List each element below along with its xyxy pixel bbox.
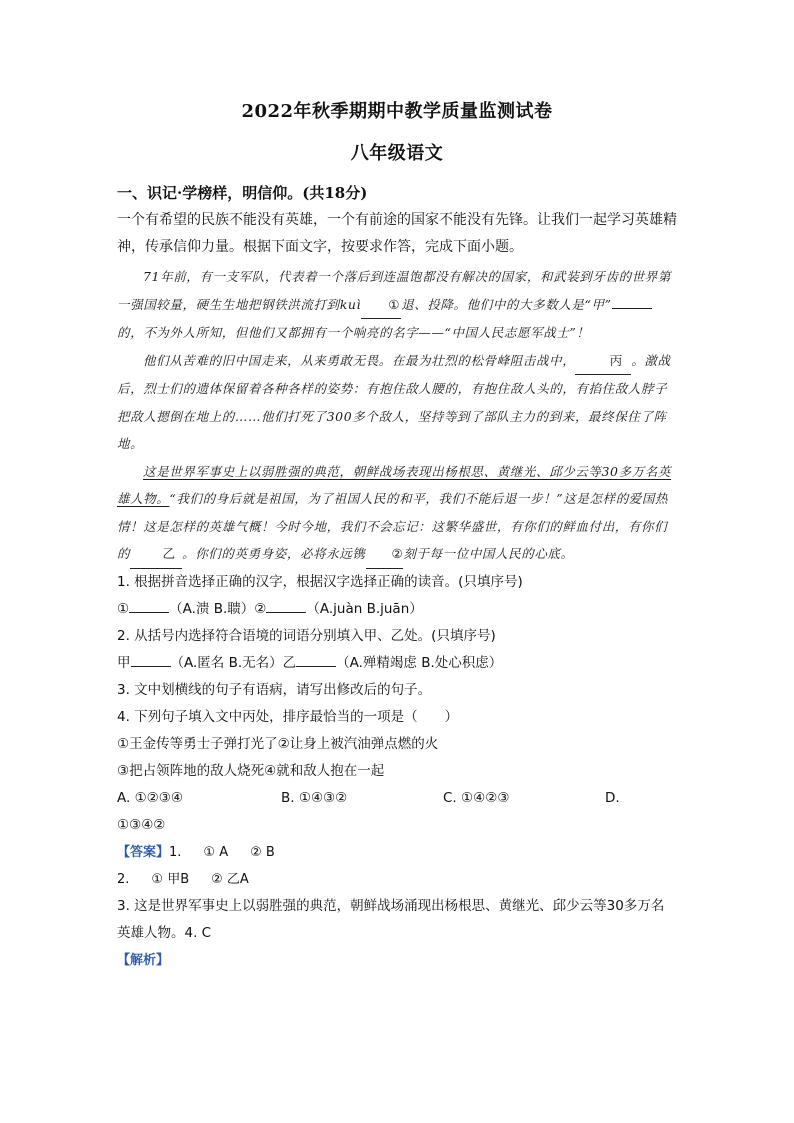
analysis-line (117, 947, 677, 974)
answer-tag: 【答案】 (117, 844, 170, 860)
answer-item: ① A (203, 844, 229, 860)
blank-bing: 丙 (575, 347, 631, 376)
section-heading: 一、识记·学榜样，明信仰。(共18分) (117, 184, 368, 202)
question-1: 1. 根据拼音选择正确的汉字，根据汉字选择正确的读音。(只填序号) (117, 573, 523, 590)
blank-jia (612, 308, 652, 309)
choice-b[interactable]: B. ①④③② (281, 789, 348, 806)
choice-c[interactable]: C. ①④②③ (443, 789, 510, 806)
question-1-answer-line (117, 596, 677, 623)
answer-line-2 (117, 866, 677, 893)
question-4-items-2: ③把占领阵地的敌人烧死④就和敌人抱在一起 (117, 762, 385, 779)
answer-blank[interactable] (266, 598, 306, 613)
section-intro: 一个有希望的民族不能没有英雄，一个有前途的国家不能没有先锋。让我们一起学习英雄精神，传承信仰力量。根据下面文字，按要求作答，完成下面小题。 (117, 212, 677, 255)
blank-1: ① (361, 291, 401, 320)
question-4-choices (117, 785, 677, 812)
exam-page (117, 98, 677, 974)
choice-d[interactable]: D. (605, 789, 620, 806)
question-2: 2. 从括号内选择符合语境的词语分别填入甲、乙处。(只填序号) (117, 627, 496, 644)
passage-paragraph-2 (117, 347, 677, 458)
blank-2: ② (366, 540, 404, 569)
answer-line-3: 3. 这是世界军事史上以弱胜强的典范，朝鲜战场涌现出杨根思、黄继光、邱少云等30多万名英雄人物。4. C (117, 897, 665, 941)
passage-text: “我们的身后就是祖国，为了祖国人民的和平，我们不能后退一步！”这是怎样的爱国热情！这是怎样的英雄气概！今时今地，我们不会忘记：这繁华盛世，有你们的鲜血付出，有你们的 (117, 491, 669, 561)
q2-options-b: （A.殚精竭虑 B.处心积虑） (336, 654, 503, 671)
passage-text: 的，不为外人所知，但他们又都拥有一个响亮的名字——“中国人民志愿军战士”！ (117, 325, 590, 340)
passage-paragraph-1 (117, 263, 677, 347)
answer-blank[interactable] (131, 652, 171, 667)
passage-text: 。激战后，烈士们的遗体保留着各种各样的姿势：有抱住敌人腰的，有抱住敌人头的，有掐住敌人脖子把敌人摁倒在地上的……他们打死了300多个敌人，坚持等到了部队主力的到来，最终保住了阵地。 (117, 352, 671, 451)
exam-subtitle: 八年级语文 (350, 143, 444, 164)
analysis-tag: 【解析】 (117, 952, 170, 968)
passage-text: 退、投降。他们中的大多数人是“ (401, 296, 592, 312)
passage-paragraph-3 (117, 458, 677, 569)
passage-text: 刻于每一位中国人民的心底。 (403, 546, 574, 561)
answer-line-1 (117, 839, 677, 866)
choice-a[interactable]: A. ①②③④ (117, 789, 183, 806)
underlined-sentence: 这是世界军事史上以弱胜强的典范，朝鲜战场表现出杨根思、黄继光、邱少云等30多万名英雄人物。 (117, 463, 672, 506)
answer-num: 2. (117, 871, 130, 887)
question-2-answer-line (117, 650, 677, 677)
passage-text: 。你们的英勇身姿，必将永远镌 (182, 546, 366, 561)
passage-text: ” (604, 296, 612, 312)
choice-d-continued: ①③④② (117, 816, 166, 833)
q1-options-b: （A.juàn B.juān） (306, 600, 423, 617)
marker-jia: 甲 (591, 296, 605, 312)
q2-options-a: （A.匿名 B.无名）乙 (170, 654, 297, 671)
exam-title: 2022年秋季期期中教学质量监测试卷 (241, 101, 553, 122)
question-4-items-1: ①王金传等勇士子弹打光了②让身上被汽油弹点燃的火 (117, 735, 439, 752)
q1-options-a: （A.溃 B.聩）② (169, 600, 267, 617)
answer-item: ② B (250, 844, 275, 860)
passage-text: 71年前，有一支军队，代表着一个落后到连温饱都没有解决的国家，和武装到牙齿的世界第一强国较量，硬生生地把钢铁洪流打到kuì (117, 269, 672, 312)
answer-num: 1. (169, 844, 182, 860)
answer-blank[interactable] (296, 652, 336, 667)
question-3: 3. 文中划横线的句子有语病，请写出修改后的句子。 (117, 681, 432, 698)
reading-passage (117, 263, 677, 569)
blank-yi: 乙 (130, 540, 182, 569)
answer-item: ① 甲B (151, 871, 190, 887)
passage-text: 他们从苦难的旧中国走来，从来勇敢无畏。在最为壮烈的松骨峰阻击战中， (143, 352, 576, 368)
answer-blank[interactable] (129, 598, 169, 613)
q2-label: 甲 (117, 654, 131, 671)
question-4: 4. 下列句子填入文中丙处，排序最恰当的一项是（ ） (117, 708, 459, 725)
q1-label: ① (117, 600, 130, 617)
answer-item: ② 乙A (211, 871, 249, 887)
